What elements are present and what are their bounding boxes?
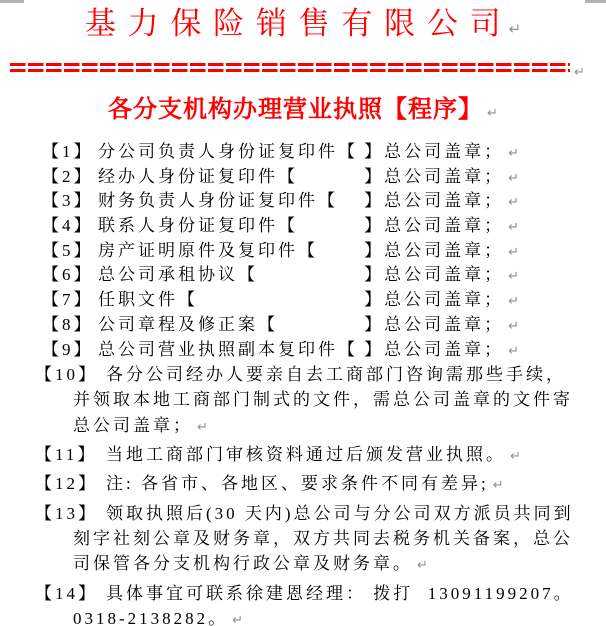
paragraph-mark-icon: ↵ bbox=[508, 244, 519, 260]
paragraph-mark-icon: ↵ bbox=[508, 269, 519, 285]
paragraph-mark-icon: ↵ bbox=[508, 318, 519, 334]
item-number: 【5】 bbox=[42, 240, 94, 260]
item-number: 【1】 bbox=[42, 142, 94, 161]
procedure-list bbox=[0, 140, 606, 626]
list-item bbox=[0, 338, 606, 363]
item-stamp-text: 】总公司盖章； bbox=[364, 216, 505, 236]
item-text: 司保管各分支机构行政公章及财务章。 bbox=[73, 554, 413, 574]
list-item bbox=[0, 471, 606, 498]
item-text: 分公司负责人身份证复印件【 bbox=[98, 142, 358, 161]
paragraph-mark-icon: ↵ bbox=[508, 20, 522, 38]
item-stamp-text: 】总公司盖章； bbox=[364, 290, 505, 310]
item-stamp-text: 】总公司盖章； bbox=[364, 265, 505, 285]
company-name: 基 力 保 险 销 售 有 限 公 司 bbox=[84, 6, 503, 41]
item-text: 联系人身份证复印件【 bbox=[98, 216, 298, 236]
item-line bbox=[0, 501, 606, 526]
paragraph-mark-icon: ↵ bbox=[508, 195, 519, 211]
list-item bbox=[0, 189, 606, 214]
item-number: 【13】 bbox=[35, 503, 98, 523]
paragraph-mark-icon: ↵ bbox=[487, 106, 498, 121]
list-item bbox=[0, 362, 606, 440]
window-edge-fragment-right bbox=[585, 0, 606, 3]
item-text: 并领取本地工商部门制式的文件，需总公司盖章的文件寄 bbox=[73, 390, 573, 410]
item-text: 总公司承租协议【 bbox=[98, 265, 258, 285]
item-line bbox=[0, 387, 606, 412]
item-stamp-text: 】总公司盖章； bbox=[364, 191, 505, 211]
list-item bbox=[0, 214, 606, 239]
document-title-row bbox=[0, 95, 606, 129]
paragraph-mark-icon: ↵ bbox=[197, 419, 208, 435]
item-stamp-text: 】总公司盖章； bbox=[364, 339, 505, 359]
item-text: 具体事宜可联系徐建恩经理： 拨打 13091199207。 bbox=[106, 583, 574, 603]
list-item bbox=[0, 501, 606, 579]
window-edge-fragment-left bbox=[0, 0, 24, 3]
list-item bbox=[0, 140, 606, 165]
double-line-divider bbox=[10, 60, 570, 73]
paragraph-mark-icon: ↵ bbox=[510, 449, 521, 465]
paragraph-mark-icon: ↵ bbox=[508, 170, 519, 186]
item-text: 财务负责人身份证复印件【 bbox=[98, 191, 338, 211]
item-text: 房产证明原件及复印件【 bbox=[98, 240, 318, 260]
list-item bbox=[0, 581, 606, 626]
item-line bbox=[0, 362, 606, 387]
item-stamp-text: 】总公司盖章； bbox=[364, 142, 505, 161]
item-number: 【12】 bbox=[35, 474, 98, 494]
paragraph-mark-icon: ↵ bbox=[417, 558, 428, 574]
paragraph-mark-icon: ↵ bbox=[492, 478, 504, 494]
item-line bbox=[0, 581, 606, 606]
list-item bbox=[0, 263, 606, 288]
list-item bbox=[0, 288, 606, 313]
list-item bbox=[0, 442, 606, 469]
list-item bbox=[0, 239, 606, 264]
item-line bbox=[0, 606, 606, 626]
item-text: 领取执照后(30 天内)总公司与分公司双方派员共同到 bbox=[106, 503, 574, 523]
item-line bbox=[0, 413, 606, 440]
list-item bbox=[0, 165, 606, 190]
document-title: 各分支机构办理营业执照【程序】 bbox=[108, 97, 484, 123]
paragraph-mark-icon: ↵ bbox=[508, 220, 519, 236]
item-text: 总公司盖章； bbox=[73, 415, 193, 435]
company-letterhead bbox=[0, 6, 606, 47]
item-text: 0318-2138282。 bbox=[73, 608, 229, 626]
paragraph-mark-icon: ↵ bbox=[232, 612, 244, 626]
item-text: 任职文件【 bbox=[98, 290, 198, 310]
item-line bbox=[0, 526, 606, 551]
paragraph-mark-icon: ↵ bbox=[508, 146, 519, 161]
item-number: 【10】 bbox=[35, 365, 98, 385]
paragraph-mark-icon: ↵ bbox=[508, 294, 519, 310]
item-stamp-text: 】总公司盖章； bbox=[364, 240, 505, 260]
item-text: 当地工商部门审核资料通过后颁发营业执照。 bbox=[106, 445, 506, 465]
item-line bbox=[0, 442, 606, 469]
item-text: 经办人身份证复印件【 bbox=[98, 166, 298, 186]
item-stamp-text: 】总公司盖章； bbox=[364, 314, 505, 334]
item-number: 【8】 bbox=[42, 314, 94, 334]
item-line bbox=[0, 471, 606, 498]
item-stamp-text: 】总公司盖章； bbox=[364, 166, 505, 186]
item-number: 【2】 bbox=[42, 166, 94, 186]
list-item bbox=[0, 313, 606, 338]
paragraph-mark-icon: ↵ bbox=[508, 343, 519, 359]
item-number: 【14】 bbox=[35, 583, 98, 603]
item-number: 【6】 bbox=[42, 265, 94, 285]
item-line bbox=[0, 551, 606, 578]
item-text: 刻字社刻公章及财务章，双方共同去税务机关备案，总公 bbox=[73, 528, 573, 548]
item-text: 公司章程及修正案【 bbox=[98, 314, 278, 334]
paragraph-mark-icon: ↵ bbox=[574, 65, 585, 80]
item-number: 【3】 bbox=[42, 191, 94, 211]
item-number: 【7】 bbox=[42, 290, 94, 310]
item-text: 注: 各省市、各地区、要求条件不同有差异; bbox=[106, 474, 489, 494]
item-number: 【9】 bbox=[42, 339, 94, 359]
item-text: 总公司营业执照副本复印件【 bbox=[98, 339, 358, 359]
item-number: 【11】 bbox=[35, 445, 98, 465]
item-text: 各分公司经办人要亲自去工商部门咨询需那些手续， bbox=[106, 365, 566, 385]
letterhead-divider-row bbox=[10, 60, 606, 80]
item-number: 【4】 bbox=[42, 216, 94, 236]
